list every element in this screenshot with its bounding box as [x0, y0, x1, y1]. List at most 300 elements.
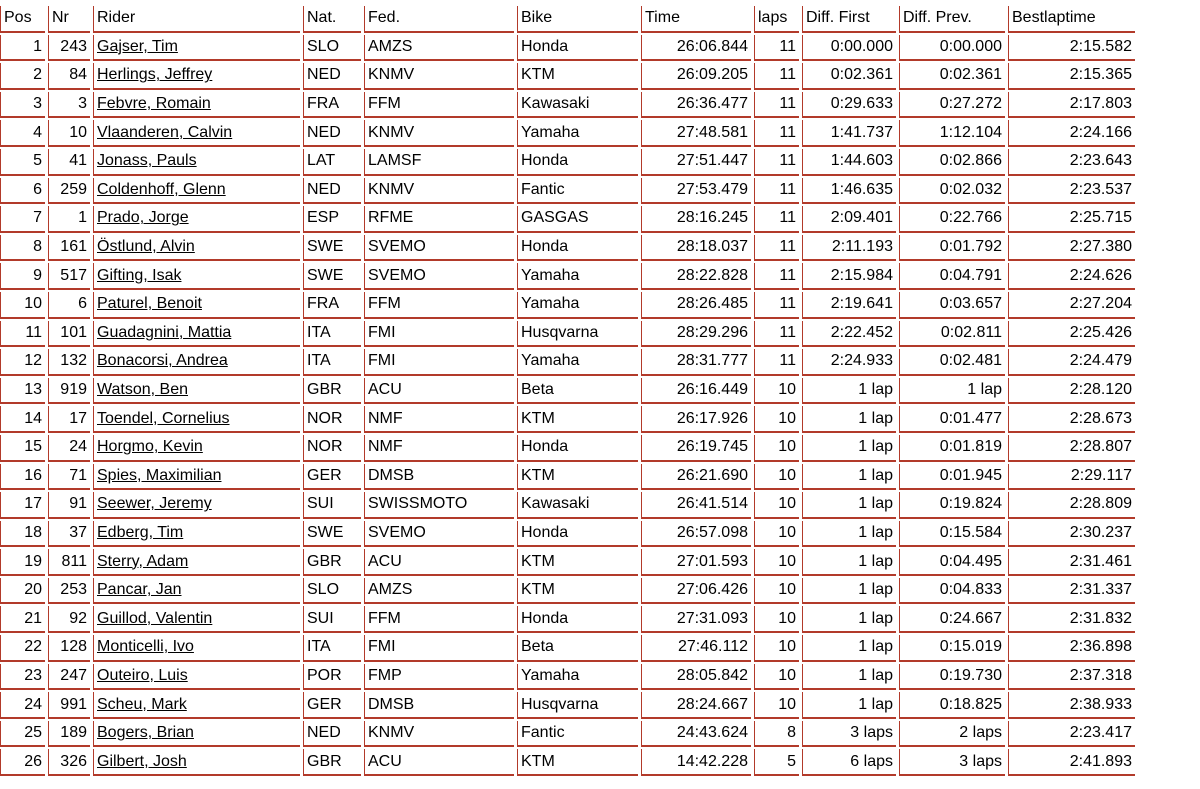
diff-prev-cell: 0:04.791 — [899, 263, 1005, 290]
bike-cell: Honda — [517, 235, 638, 262]
nr-cell: 919 — [48, 378, 90, 405]
diff-prev-cell: 0:02.361 — [899, 63, 1005, 90]
rider-link[interactable]: Gajser, Tim — [97, 37, 178, 55]
laps-cell: 10 — [754, 435, 799, 462]
nr-cell: 92 — [48, 606, 90, 633]
diff-first-cell: 1 lap — [802, 521, 896, 548]
diff-prev-cell: 1:12.104 — [899, 120, 1005, 147]
pos-cell: 25 — [0, 721, 45, 748]
diff-prev-cell: 0:15.019 — [899, 635, 1005, 662]
time-cell: 26:17.926 — [641, 406, 751, 433]
pos-cell: 4 — [0, 120, 45, 147]
diff-first-cell: 1 lap — [802, 464, 896, 491]
pos-cell: 10 — [0, 292, 45, 319]
pos-cell: 11 — [0, 321, 45, 348]
fed-cell: ACU — [364, 378, 514, 405]
nr-cell: 3 — [48, 92, 90, 119]
diff-first-cell: 1:44.603 — [802, 149, 896, 176]
time-cell: 27:51.447 — [641, 149, 751, 176]
table-row — [0, 263, 1135, 290]
nr-cell: 326 — [48, 749, 90, 776]
laps-cell: 5 — [754, 749, 799, 776]
table-row — [0, 664, 1135, 691]
bestlaptime-cell: 2:37.318 — [1008, 664, 1135, 691]
laps-cell: 11 — [754, 92, 799, 119]
rider-link[interactable]: Guadagnini, Mattia — [97, 323, 232, 341]
time-cell: 27:01.593 — [641, 549, 751, 576]
rider-cell — [93, 35, 300, 62]
table-row — [0, 606, 1135, 633]
bestlaptime-cell: 2:36.898 — [1008, 635, 1135, 662]
nat-cell: NOR — [303, 406, 361, 433]
nr-cell: 161 — [48, 235, 90, 262]
bestlaptime-cell: 2:23.643 — [1008, 149, 1135, 176]
diff-first-cell: 2:24.933 — [802, 349, 896, 376]
diff-prev-cell: 0:19.824 — [899, 492, 1005, 519]
pos-cell: 20 — [0, 578, 45, 605]
rider-link[interactable]: Östlund, Alvin — [97, 238, 195, 256]
nat-cell: SUI — [303, 606, 361, 633]
fed-cell: FMI — [364, 349, 514, 376]
rider-link[interactable]: Guillod, Valentin — [97, 609, 213, 627]
bestlaptime-cell: 2:41.893 — [1008, 749, 1135, 776]
rider-link[interactable]: Gilbert, Josh — [97, 752, 187, 770]
time-cell: 28:24.667 — [641, 692, 751, 719]
rider-link[interactable]: Spies, Maximilian — [97, 466, 222, 484]
nr-cell: 247 — [48, 664, 90, 691]
diff-prev-cell: 0:01.945 — [899, 464, 1005, 491]
rider-cell — [93, 549, 300, 576]
table-row — [0, 206, 1135, 233]
table-row — [0, 749, 1135, 776]
table-row — [0, 35, 1135, 62]
time-cell: 28:29.296 — [641, 321, 751, 348]
time-cell: 14:42.228 — [641, 749, 751, 776]
pos-cell: 24 — [0, 692, 45, 719]
laps-cell: 10 — [754, 521, 799, 548]
time-cell: 27:53.479 — [641, 178, 751, 205]
pos-cell: 18 — [0, 521, 45, 548]
bike-cell: KTM — [517, 578, 638, 605]
bike-cell: Yamaha — [517, 120, 638, 147]
laps-cell: 11 — [754, 149, 799, 176]
nr-cell: 253 — [48, 578, 90, 605]
time-cell: 28:26.485 — [641, 292, 751, 319]
bike-cell: Honda — [517, 149, 638, 176]
fed-cell: SWISSMOTO — [364, 492, 514, 519]
time-cell: 28:18.037 — [641, 235, 751, 262]
bike-cell: Beta — [517, 378, 638, 405]
nat-cell: FRA — [303, 292, 361, 319]
rider-cell — [93, 435, 300, 462]
time-cell: 26:57.098 — [641, 521, 751, 548]
nr-cell: 189 — [48, 721, 90, 748]
fed-cell: FFM — [364, 92, 514, 119]
pos-cell: 7 — [0, 206, 45, 233]
nr-cell: 101 — [48, 321, 90, 348]
bike-cell: Beta — [517, 635, 638, 662]
fed-cell: KNMV — [364, 178, 514, 205]
nat-cell: SLO — [303, 578, 361, 605]
diff-prev-cell: 1 lap — [899, 378, 1005, 405]
bike-cell: Honda — [517, 521, 638, 548]
table-row — [0, 349, 1135, 376]
diff-prev-cell: 0:02.811 — [899, 321, 1005, 348]
nat-cell: GER — [303, 464, 361, 491]
nr-cell: 128 — [48, 635, 90, 662]
bestlaptime-cell: 2:24.479 — [1008, 349, 1135, 376]
time-cell: 27:06.426 — [641, 578, 751, 605]
bestlaptime-cell: 2:28.807 — [1008, 435, 1135, 462]
nr-cell: 1 — [48, 206, 90, 233]
time-cell: 26:21.690 — [641, 464, 751, 491]
rider-cell — [93, 349, 300, 376]
diff-first-cell: 6 laps — [802, 749, 896, 776]
diff-prev-cell: 0:03.657 — [899, 292, 1005, 319]
laps-cell: 10 — [754, 578, 799, 605]
rider-link[interactable]: Coldenhoff, Glenn — [97, 180, 226, 198]
header-time: Time — [641, 6, 751, 33]
laps-cell: 10 — [754, 492, 799, 519]
rider-link[interactable]: Febvre, Romain — [97, 95, 211, 113]
pos-cell: 1 — [0, 35, 45, 62]
rider-cell — [93, 521, 300, 548]
nat-cell: SWE — [303, 521, 361, 548]
laps-cell: 11 — [754, 178, 799, 205]
rider-cell — [93, 664, 300, 691]
header-pos: Pos — [0, 6, 45, 33]
laps-cell: 11 — [754, 206, 799, 233]
table-row — [0, 464, 1135, 491]
diff-prev-cell: 2 laps — [899, 721, 1005, 748]
pos-cell: 2 — [0, 63, 45, 90]
pos-cell: 14 — [0, 406, 45, 433]
nat-cell: GBR — [303, 378, 361, 405]
diff-prev-cell: 0:01.792 — [899, 235, 1005, 262]
table-row — [0, 120, 1135, 147]
diff-prev-cell: 0:19.730 — [899, 664, 1005, 691]
fed-cell: SVEMO — [364, 521, 514, 548]
rider-link[interactable]: Paturel, Benoit — [97, 295, 202, 313]
nat-cell: SWE — [303, 263, 361, 290]
time-cell: 27:46.112 — [641, 635, 751, 662]
nat-cell: GER — [303, 692, 361, 719]
laps-cell: 10 — [754, 635, 799, 662]
nr-cell: 259 — [48, 178, 90, 205]
fed-cell: DMSB — [364, 692, 514, 719]
rider-link[interactable]: Herlings, Jeffrey — [97, 66, 213, 84]
bestlaptime-cell: 2:28.809 — [1008, 492, 1135, 519]
rider-cell — [93, 464, 300, 491]
laps-cell: 11 — [754, 35, 799, 62]
diff-first-cell: 1:41.737 — [802, 120, 896, 147]
laps-cell: 8 — [754, 721, 799, 748]
table-row — [0, 292, 1135, 319]
laps-cell: 10 — [754, 464, 799, 491]
rider-cell — [93, 235, 300, 262]
laps-cell: 11 — [754, 321, 799, 348]
diff-first-cell: 1 lap — [802, 492, 896, 519]
bestlaptime-cell: 2:15.582 — [1008, 35, 1135, 62]
nr-cell: 10 — [48, 120, 90, 147]
rider-cell — [93, 206, 300, 233]
fed-cell: FFM — [364, 606, 514, 633]
nr-cell: 71 — [48, 464, 90, 491]
rider-link[interactable]: Horgmo, Kevin — [97, 438, 203, 456]
header-bike: Bike — [517, 6, 638, 33]
fed-cell: AMZS — [364, 35, 514, 62]
diff-prev-cell: 0:04.495 — [899, 549, 1005, 576]
laps-cell: 11 — [754, 120, 799, 147]
bike-cell: KTM — [517, 63, 638, 90]
rider-cell — [93, 578, 300, 605]
bestlaptime-cell: 2:23.537 — [1008, 178, 1135, 205]
fed-cell: SVEMO — [364, 263, 514, 290]
fed-cell: NMF — [364, 406, 514, 433]
nat-cell: ITA — [303, 349, 361, 376]
time-cell: 28:05.842 — [641, 664, 751, 691]
nr-cell: 517 — [48, 263, 90, 290]
nat-cell: LAT — [303, 149, 361, 176]
rider-cell — [93, 492, 300, 519]
bike-cell: Honda — [517, 606, 638, 633]
results-table — [0, 4, 1138, 778]
rider-link[interactable]: Watson, Ben — [97, 381, 189, 399]
bike-cell: KTM — [517, 464, 638, 491]
laps-cell: 11 — [754, 235, 799, 262]
pos-cell: 17 — [0, 492, 45, 519]
pos-cell: 23 — [0, 664, 45, 691]
bike-cell: Fantic — [517, 178, 638, 205]
table-row — [0, 549, 1135, 576]
bestlaptime-cell: 2:15.365 — [1008, 63, 1135, 90]
diff-first-cell: 3 laps — [802, 721, 896, 748]
nat-cell: NOR — [303, 435, 361, 462]
pos-cell: 19 — [0, 549, 45, 576]
laps-cell: 11 — [754, 63, 799, 90]
pos-cell: 26 — [0, 749, 45, 776]
time-cell: 26:06.844 — [641, 35, 751, 62]
diff-first-cell: 1 lap — [802, 635, 896, 662]
bestlaptime-cell: 2:17.803 — [1008, 92, 1135, 119]
nat-cell: NED — [303, 178, 361, 205]
nr-cell: 24 — [48, 435, 90, 462]
pos-cell: 12 — [0, 349, 45, 376]
pos-cell: 13 — [0, 378, 45, 405]
rider-link[interactable]: Bonacorsi, Andrea — [97, 352, 228, 370]
header-fed: Fed. — [364, 6, 514, 33]
pos-cell: 21 — [0, 606, 45, 633]
diff-first-cell: 0:02.361 — [802, 63, 896, 90]
table-row — [0, 521, 1135, 548]
laps-cell: 10 — [754, 664, 799, 691]
rider-link[interactable]: Monticelli, Ivo — [97, 638, 194, 656]
time-cell: 28:31.777 — [641, 349, 751, 376]
bestlaptime-cell: 2:24.166 — [1008, 120, 1135, 147]
bike-cell: Husqvarna — [517, 692, 638, 719]
diff-first-cell: 2:11.193 — [802, 235, 896, 262]
results-body — [0, 35, 1135, 776]
rider-link[interactable]: Seewer, Jeremy — [97, 495, 212, 513]
fed-cell: KNMV — [364, 120, 514, 147]
diff-prev-cell: 0:01.819 — [899, 435, 1005, 462]
bestlaptime-cell: 2:25.426 — [1008, 321, 1135, 348]
fed-cell: FMP — [364, 664, 514, 691]
fed-cell: KNMV — [364, 721, 514, 748]
diff-first-cell: 1:46.635 — [802, 178, 896, 205]
header-row — [0, 6, 1135, 33]
pos-cell: 6 — [0, 178, 45, 205]
bike-cell: Kawasaki — [517, 492, 638, 519]
rider-link[interactable]: Vlaanderen, Calvin — [97, 123, 233, 141]
nat-cell: ITA — [303, 635, 361, 662]
bestlaptime-cell: 2:31.461 — [1008, 549, 1135, 576]
nat-cell: POR — [303, 664, 361, 691]
nat-cell: GBR — [303, 549, 361, 576]
header-bestlaptime: Bestlaptime — [1008, 6, 1135, 33]
table-row — [0, 149, 1135, 176]
rider-link[interactable]: Gifting, Isak — [97, 266, 182, 284]
bike-cell: Yamaha — [517, 664, 638, 691]
nr-cell: 37 — [48, 521, 90, 548]
pos-cell: 16 — [0, 464, 45, 491]
rider-link[interactable]: Jonass, Pauls — [97, 152, 197, 170]
nat-cell: ESP — [303, 206, 361, 233]
bike-cell: Fantic — [517, 721, 638, 748]
diff-first-cell: 0:29.633 — [802, 92, 896, 119]
diff-first-cell: 1 lap — [802, 578, 896, 605]
bike-cell: GASGAS — [517, 206, 638, 233]
diff-first-cell: 2:09.401 — [802, 206, 896, 233]
rider-cell — [93, 692, 300, 719]
rider-cell — [93, 292, 300, 319]
rider-cell — [93, 406, 300, 433]
bike-cell: KTM — [517, 549, 638, 576]
rider-cell — [93, 92, 300, 119]
diff-prev-cell: 0:27.272 — [899, 92, 1005, 119]
nat-cell: FRA — [303, 92, 361, 119]
diff-first-cell: 1 lap — [802, 378, 896, 405]
time-cell: 26:16.449 — [641, 378, 751, 405]
fed-cell: SVEMO — [364, 235, 514, 262]
fed-cell: NMF — [364, 435, 514, 462]
nat-cell: SWE — [303, 235, 361, 262]
fed-cell: LAMSF — [364, 149, 514, 176]
table-row — [0, 92, 1135, 119]
rider-cell — [93, 378, 300, 405]
laps-cell: 11 — [754, 349, 799, 376]
table-row — [0, 406, 1135, 433]
rider-link[interactable]: Edberg, Tim — [97, 523, 184, 541]
diff-first-cell: 1 lap — [802, 606, 896, 633]
bestlaptime-cell: 2:27.380 — [1008, 235, 1135, 262]
diff-prev-cell: 0:02.866 — [899, 149, 1005, 176]
time-cell: 26:19.745 — [641, 435, 751, 462]
diff-first-cell: 1 lap — [802, 435, 896, 462]
laps-cell: 10 — [754, 549, 799, 576]
rider-cell — [93, 749, 300, 776]
bestlaptime-cell: 2:23.417 — [1008, 721, 1135, 748]
header-rider: Rider — [93, 6, 300, 33]
nr-cell: 243 — [48, 35, 90, 62]
diff-first-cell: 2:15.984 — [802, 263, 896, 290]
rider-cell — [93, 178, 300, 205]
laps-cell: 10 — [754, 692, 799, 719]
nat-cell: ITA — [303, 321, 361, 348]
diff-first-cell: 2:19.641 — [802, 292, 896, 319]
nr-cell: 6 — [48, 292, 90, 319]
bestlaptime-cell: 2:28.673 — [1008, 406, 1135, 433]
table-row — [0, 435, 1135, 462]
diff-prev-cell: 0:18.825 — [899, 692, 1005, 719]
table-row — [0, 635, 1135, 662]
diff-first-cell: 1 lap — [802, 549, 896, 576]
nat-cell: NED — [303, 721, 361, 748]
time-cell: 26:09.205 — [641, 63, 751, 90]
nat-cell: GBR — [303, 749, 361, 776]
diff-first-cell: 1 lap — [802, 692, 896, 719]
table-row — [0, 492, 1135, 519]
bestlaptime-cell: 2:31.832 — [1008, 606, 1135, 633]
nr-cell: 991 — [48, 692, 90, 719]
bike-cell: Yamaha — [517, 349, 638, 376]
rider-link[interactable]: Prado, Jorge — [97, 209, 189, 227]
laps-cell: 10 — [754, 378, 799, 405]
nr-cell: 132 — [48, 349, 90, 376]
nr-cell: 84 — [48, 63, 90, 90]
laps-cell: 10 — [754, 406, 799, 433]
rider-cell — [93, 63, 300, 90]
time-cell: 26:36.477 — [641, 92, 751, 119]
nat-cell: NED — [303, 120, 361, 147]
bike-cell: KTM — [517, 749, 638, 776]
nat-cell: NED — [303, 63, 361, 90]
pos-cell: 3 — [0, 92, 45, 119]
nr-cell: 41 — [48, 149, 90, 176]
rider-link[interactable]: Pancar, Jan — [97, 581, 182, 599]
nr-cell: 91 — [48, 492, 90, 519]
bike-cell: Yamaha — [517, 263, 638, 290]
pos-cell: 22 — [0, 635, 45, 662]
bike-cell: Husqvarna — [517, 321, 638, 348]
bike-cell: Kawasaki — [517, 92, 638, 119]
header-nat: Nat. — [303, 6, 361, 33]
rider-link[interactable]: Bogers, Brian — [97, 724, 194, 742]
nat-cell: SUI — [303, 492, 361, 519]
rider-link[interactable]: Toendel, Cornelius — [97, 409, 230, 427]
fed-cell: FMI — [364, 321, 514, 348]
laps-cell: 10 — [754, 606, 799, 633]
bestlaptime-cell: 2:27.204 — [1008, 292, 1135, 319]
bestlaptime-cell: 2:25.715 — [1008, 206, 1135, 233]
bestlaptime-cell: 2:28.120 — [1008, 378, 1135, 405]
bike-cell: KTM — [517, 406, 638, 433]
rider-link[interactable]: Scheu, Mark — [97, 695, 187, 713]
nr-cell: 811 — [48, 549, 90, 576]
fed-cell: RFME — [364, 206, 514, 233]
fed-cell: FFM — [364, 292, 514, 319]
diff-prev-cell: 0:02.032 — [899, 178, 1005, 205]
rider-link[interactable]: Outeiro, Luis — [97, 666, 188, 684]
pos-cell: 8 — [0, 235, 45, 262]
rider-cell — [93, 263, 300, 290]
diff-first-cell: 1 lap — [802, 406, 896, 433]
table-row — [0, 63, 1135, 90]
rider-link[interactable]: Sterry, Adam — [97, 552, 189, 570]
laps-cell: 11 — [754, 292, 799, 319]
diff-prev-cell: 0:04.833 — [899, 578, 1005, 605]
table-row — [0, 692, 1135, 719]
